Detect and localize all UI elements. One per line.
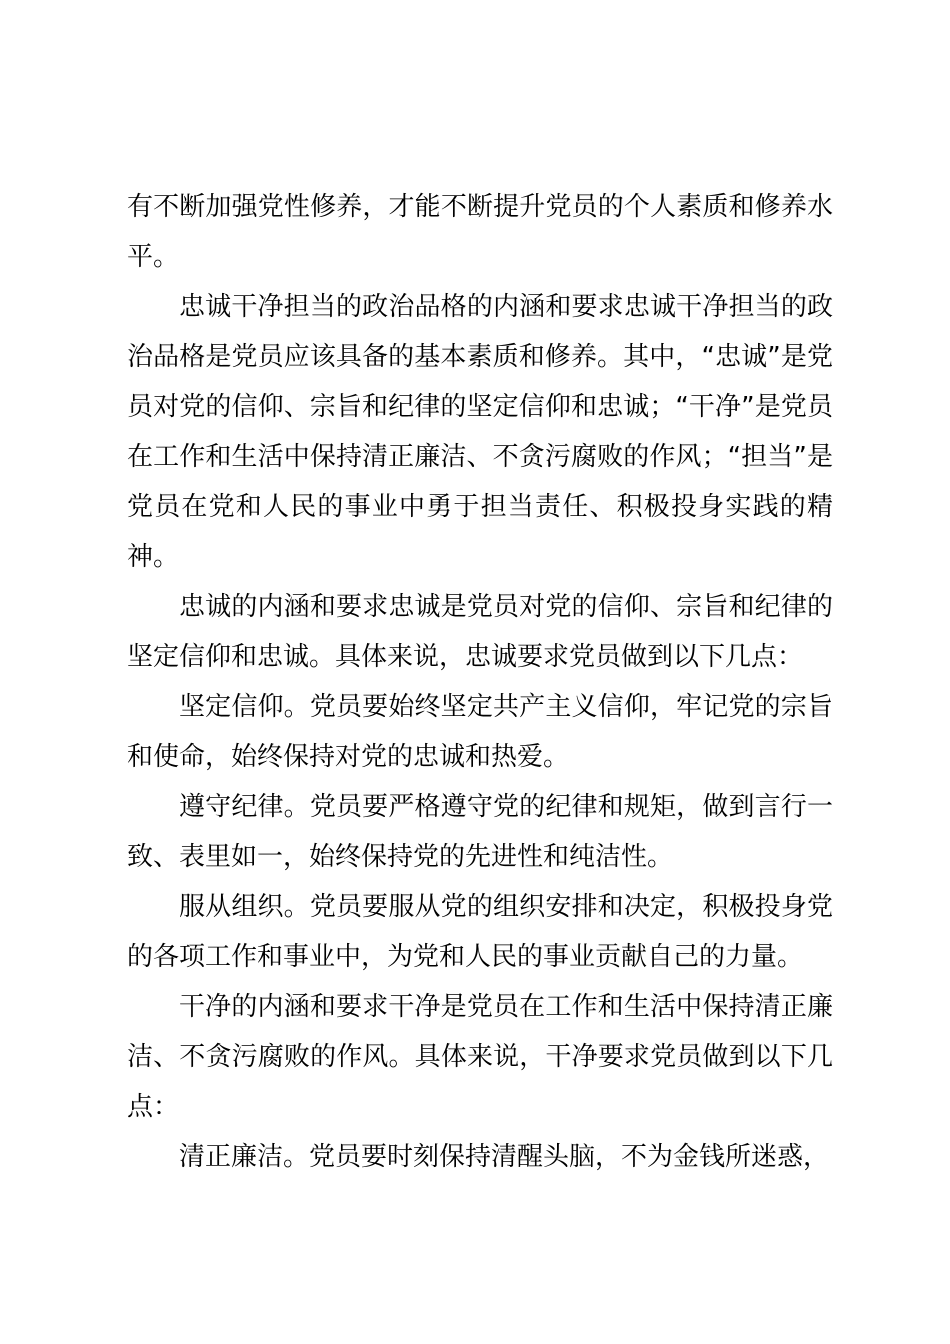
document-body	[127, 182, 833, 1182]
paragraph-loyalty: 忠诚的内涵和要求忠诚是党员对党的信仰、宗旨和纪律的坚定信仰和忠诚。具体来说，忠诚要求党员做到以下几点：	[127, 592, 833, 672]
paragraph-firm-belief: 坚定信仰。党员要始终坚定共产主义信仰，牢记党的宗旨和使命，始终保持对党的忠诚和热爱。	[127, 692, 833, 772]
paragraph-honesty: 清正廉洁。党员要时刻保持清醒头脑，不为金钱所迷惑，	[179, 1142, 830, 1172]
paragraph-obey-organization: 服从组织。党员要服从党的组织安排和决定，积极投身党的各项工作和事业中，为党和人民的事业贡献自己的力量。	[127, 892, 833, 972]
paragraph-political-character: 忠诚干净担当的政治品格的内涵和要求忠诚干净担当的政治品格是党员应该具备的基本素质和修养。其中，“忠诚”是党员对党的信仰、宗旨和纪律的坚定信仰和忠诚；“干净”是党员在工作和生活中保持清正廉洁、不贪污腐败的作风；“担当”是党员在党和人民的事业中勇于担当责任、积极投身实践的精神。	[127, 292, 833, 572]
paragraph-integrity: 干净的内涵和要求干净是党员在工作和生活中保持清正廉洁、不贪污腐败的作风。具体来说，干净要求党员做到以下几点：	[127, 992, 833, 1122]
paragraph-discipline: 遵守纪律。党员要严格遵守党的纪律和规矩，做到言行一致、表里如一，始终保持党的先进性和纯洁性。	[127, 792, 833, 872]
paragraph-continued: 有不断加强党性修养，才能不断提升党员的个人素质和修养水平。	[127, 192, 833, 272]
